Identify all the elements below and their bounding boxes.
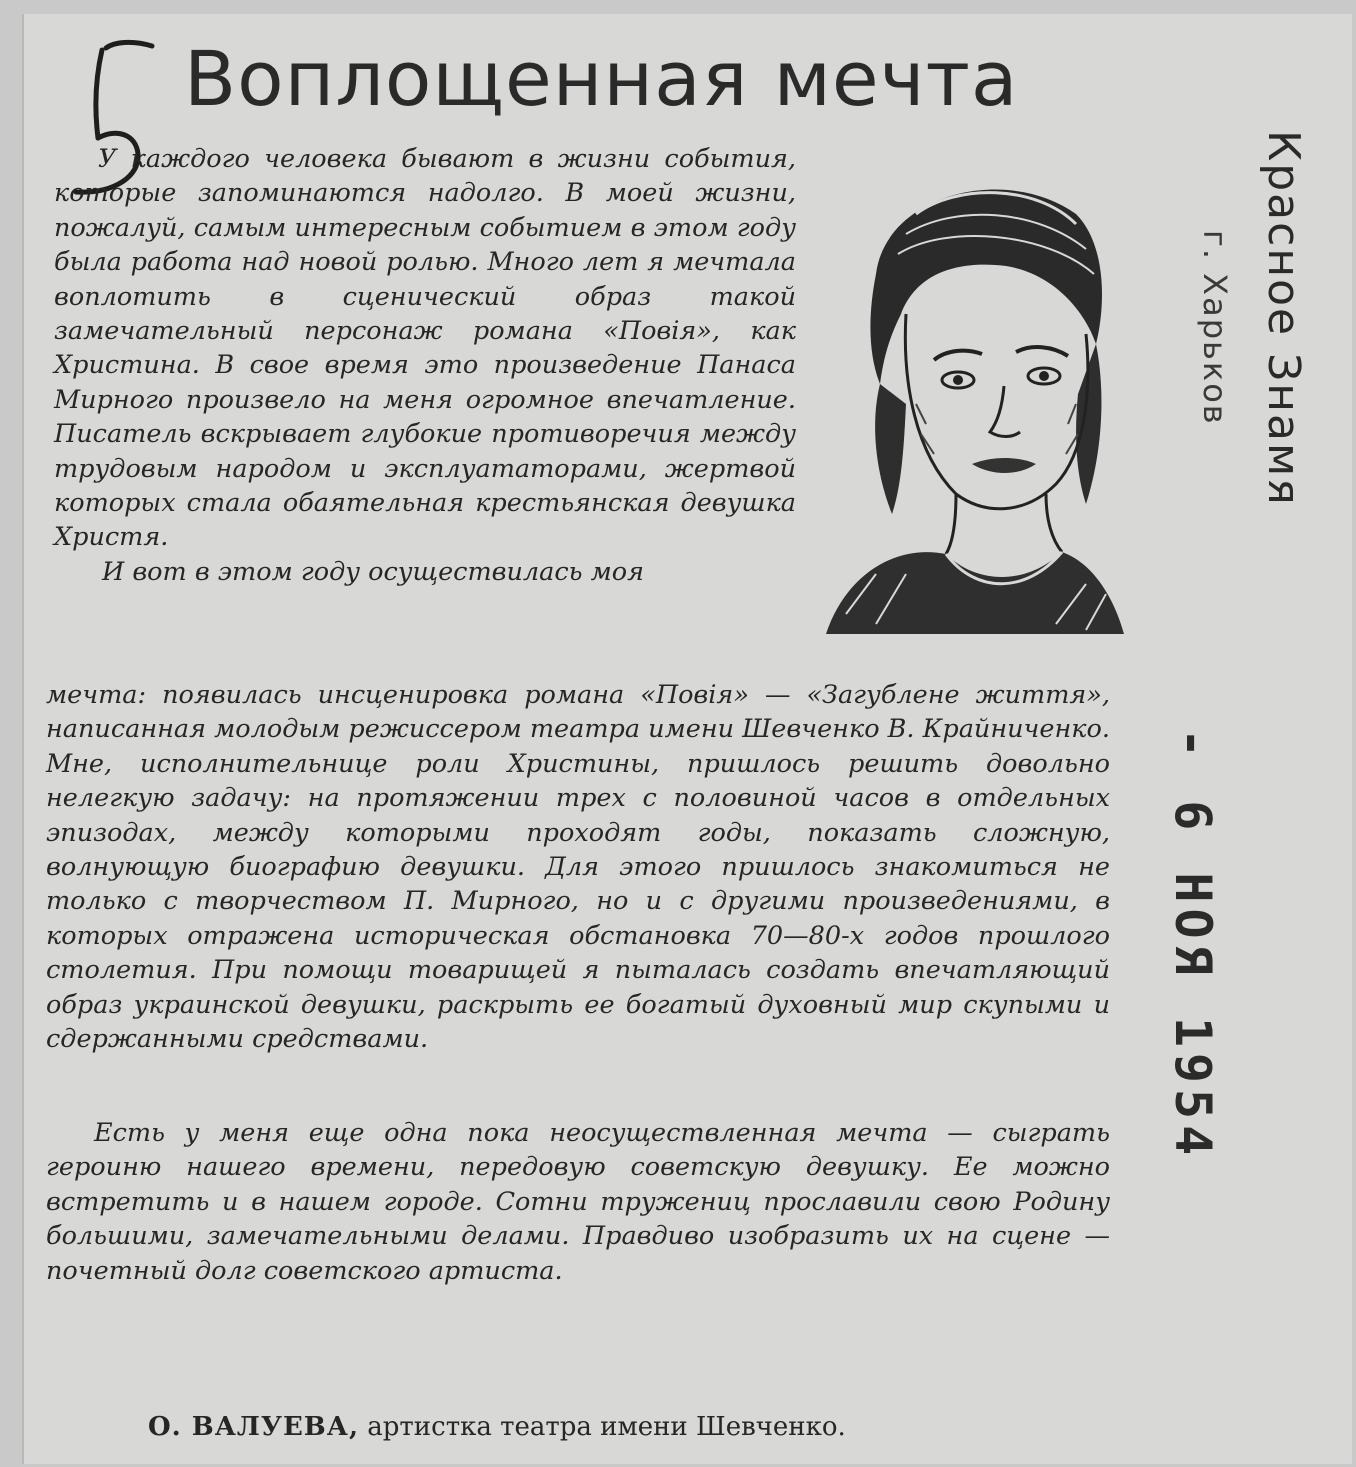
article-column-middle <box>46 678 1110 1056</box>
newspaper-name-label: Красное Знамя <box>1258 130 1309 507</box>
article-column-top <box>54 142 796 589</box>
date-stamp: - 6 НОЯ 1954 <box>1164 728 1222 1162</box>
paragraph-2-continued: мечта: появилась инсценировка романа «Повія» — «Загублене життя», написанная молодым режиссером театра имени Шевченко В. Крайниченко. Мне, исполнительнице роли Христины, пришлось решить довольно нелегкую задачу: на протяжении трех с половиной часов в отдельных эпизодах, между которыми проходят годы, показать сложную, волнующую биографию девушки. Для этого пришлось знакомиться не только с творчеством П. Мирного, но и с другими произведениями, в которых отражена историческая обстановка 70—80-х годов прошлого столетия. При помощи товарищей я пыталась создать впечатляющий образ украинской девушки, раскрыть ее богатый духовный мир скупыми и сдержанными средствами. <box>46 680 1110 1055</box>
author-name: О. ВАЛУЕВА, <box>148 1412 360 1442</box>
author-signature <box>148 1412 846 1442</box>
paragraph-2-start: И вот в этом году осуществилась моя <box>102 556 644 587</box>
paragraph-1: У каждого человека бывают в жизни события, которые запоминаются надолго. В моей жизни, пожалуй, самым интересным событием в этом году была работа над новой ролью. Много лет я мечтала воплотить в сценический образ такой замечательный персонаж романа «Повія», как Христина. В свое время это произведение Панаса Мирного произвело на меня огромное впечатление. Писатель вскрывает глубокие противоречия между трудовым народом и эксплуататорами, жертвой которых стала обаятельная крестьянская девушка Христя. <box>54 144 796 553</box>
newspaper-city-label: г. Харьков <box>1196 230 1234 426</box>
portrait-sketch-icon <box>806 154 1128 654</box>
article-column-bottom <box>46 1116 1110 1288</box>
author-role: артистка театра имени Шевченко. <box>359 1412 846 1442</box>
article-headline: Воплощенная мечта <box>184 34 1019 123</box>
newspaper-clipping <box>22 14 1352 1464</box>
paragraph-3: Есть у меня еще одна пока неосуществленная мечта — сыграть героиню нашего времени, передовую советскую девушку. Ее можно встретить и в нашем городе. Сотни тружениц прославили свою Родину большими, замечательными делами. Правдиво изобразить их на сцене — почетный долг советского артиста. <box>46 1118 1110 1286</box>
